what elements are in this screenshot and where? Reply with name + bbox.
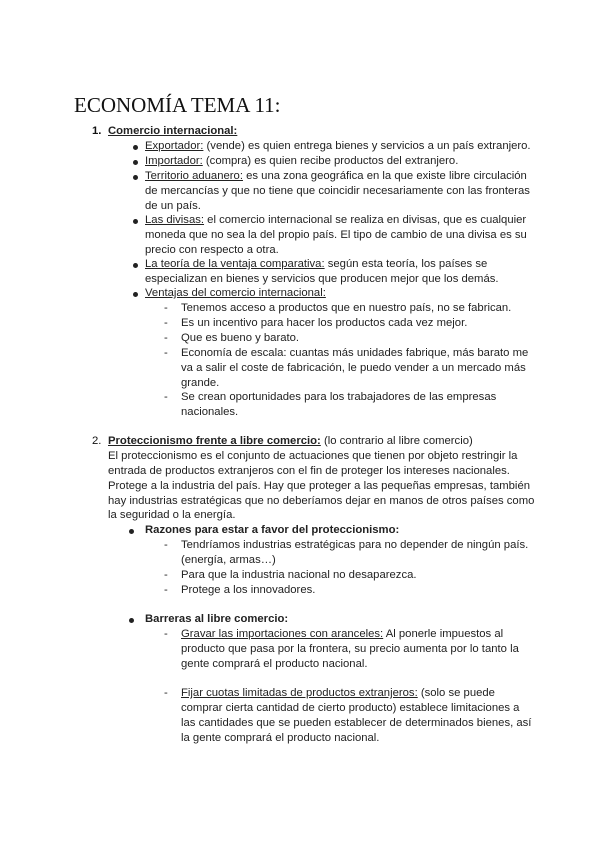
ventaja-item-3: Que es bueno y barato. (181, 332, 300, 344)
definition-ventaja-line-2: especializan en bienes y servicios que producen mejor que los demás. (145, 273, 499, 285)
ventaja-item-5-line-1: Se crean oportunidades para los trabajadores de las empresas (181, 391, 497, 403)
bullet-icon (133, 145, 138, 150)
barrera-item-2-line-4: la gente comprará el producto nacional. (181, 732, 380, 744)
barrera-item-2-line-1 (181, 686, 495, 701)
bullet-territorio (145, 169, 527, 184)
dash-icon: - (164, 347, 168, 359)
definition-territorio-line-3: de un país. (145, 200, 201, 212)
dash-icon: - (164, 569, 168, 581)
dash-icon: - (164, 391, 168, 403)
ventaja-item-4-line-2: va a salir el coste de fabricación, le puedo vender a un mercado más (181, 362, 526, 374)
paragraph-line-2: entrada de productos extranjeros con el fin de proteger los intereses nacionales. (108, 465, 510, 477)
term-ventajas-comercio: Ventajas del comercio internacional: (145, 287, 326, 299)
term-divisas: Las divisas: (145, 214, 205, 226)
section-1-number: 1. (92, 125, 102, 137)
definition-divisas-line-2: moneda que no sea la del propio país. El tipo de cambio de una divisa es su (145, 229, 527, 241)
definition-exportador: (vende) es quien entrega bienes y servicios a un país extranjero. (203, 140, 531, 152)
dash-icon: - (164, 317, 168, 329)
ventaja-item-4-line-3: grande. (181, 377, 220, 389)
bullet-icon (133, 219, 138, 224)
dash-icon: - (164, 302, 168, 314)
ventaja-item-1: Tenemos acceso a productos que en nuestro país, no se fabrican. (181, 302, 512, 314)
definition-territorio-line-1: es una zona geográfica en la que existe libre circulación (242, 170, 527, 182)
section-2-number: 2. (92, 435, 102, 447)
barrera-item-1-line-1 (181, 627, 503, 642)
bullet-importador (145, 154, 458, 169)
barrera-item-1-text: Al ponerle impuestos al (383, 628, 504, 640)
barrera-item-2-text: (solo se puede (417, 687, 495, 699)
paragraph-line-5: la seguridad o la energía. (108, 509, 236, 521)
section-2-heading-note: (lo contrario al libre comercio) (320, 435, 473, 447)
bullet-exportador (145, 139, 531, 154)
section-2-heading-line (108, 434, 473, 449)
definition-importador: (compra) es quien recibe productos del extranjero. (202, 155, 459, 167)
term-ventaja: La teoría de la ventaja comparativa: (145, 258, 325, 270)
bullet-divisas (145, 213, 526, 228)
paragraph-line-3: Protege a la industria del país. Hay que proteger a las pequeñas empresas, también (108, 480, 531, 492)
bullet-icon (133, 292, 138, 297)
dash-icon: - (164, 584, 168, 596)
section-2-heading: Proteccionismo frente a libre comercio: (108, 435, 321, 447)
bullet-icon (133, 175, 138, 180)
document-title: ECONOMÍA TEMA 11: (74, 93, 281, 117)
term-aranceles: Gravar las importaciones con aranceles: (181, 628, 384, 640)
term-exportador: Exportador: (145, 140, 204, 152)
razon-item-2: Para que la industria nacional no desaparezca. (181, 569, 417, 581)
dash-icon: - (164, 628, 168, 640)
paragraph-line-1: El proteccionismo es el conjunto de actuaciones que tienen por objeto restringir la (108, 450, 518, 462)
barrera-item-1-line-3: gente comprará el producto nacional. (181, 658, 368, 670)
razones-heading: Razones para estar a favor del proteccionismo: (145, 524, 400, 536)
term-cuotas: Fijar cuotas limitadas de productos extranjeros: (181, 687, 418, 699)
definition-divisas-line-1: el comercio internacional se realiza en divisas, que es cualquier (204, 214, 527, 226)
paragraph-line-4: hay industrias estratégicas que no deberíamos dejar en manos de otros países como (108, 495, 535, 507)
barreras-heading: Barreras al libre comercio: (145, 613, 289, 625)
barrera-item-2-line-3: las cantidades que se pueden establecer de determinados bienes, así (181, 717, 532, 729)
dash-icon: - (164, 332, 168, 344)
term-importador: Importador: (145, 155, 203, 167)
definition-divisas-line-3: precio con respecto a otra. (145, 244, 279, 256)
definition-territorio-line-2: de mercancías y que no tiene que coincidir necesariamente con las fronteras (145, 185, 530, 197)
dash-icon: - (164, 539, 168, 551)
razon-item-1-line-2: (energía, armas…) (181, 554, 276, 566)
bullet-icon (133, 263, 138, 268)
bullet-ventaja (145, 257, 487, 272)
section-1-heading: Comercio internacional: (108, 125, 238, 137)
ventaja-item-2: Es un incentivo para hacer los productos cada vez mejor. (181, 317, 468, 329)
razon-item-3: Protege a los innovadores. (181, 584, 316, 596)
term-territorio: Territorio aduanero: (145, 170, 243, 182)
bullet-icon (133, 160, 138, 165)
barrera-item-2-line-2: comprar cierta cantidad de cierto producto) establece limitaciones a (181, 702, 520, 714)
definition-ventaja-line-1: según esta teoría, los países se (324, 258, 488, 270)
bullet-icon (129, 618, 134, 623)
ventaja-item-4-line-1: Economía de escala: cuantas más unidades fabrique, más barato me (181, 347, 529, 359)
barrera-item-1-line-2: producto que pasa por la frontera, su precio aumenta por lo tanto la (181, 643, 519, 655)
dash-icon: - (164, 687, 168, 699)
bullet-icon (129, 529, 134, 534)
ventaja-item-5-line-2: nacionales. (181, 406, 239, 418)
razon-item-1-line-1: Tendríamos industrias estratégicas para no depender de ningún país. (181, 539, 529, 551)
